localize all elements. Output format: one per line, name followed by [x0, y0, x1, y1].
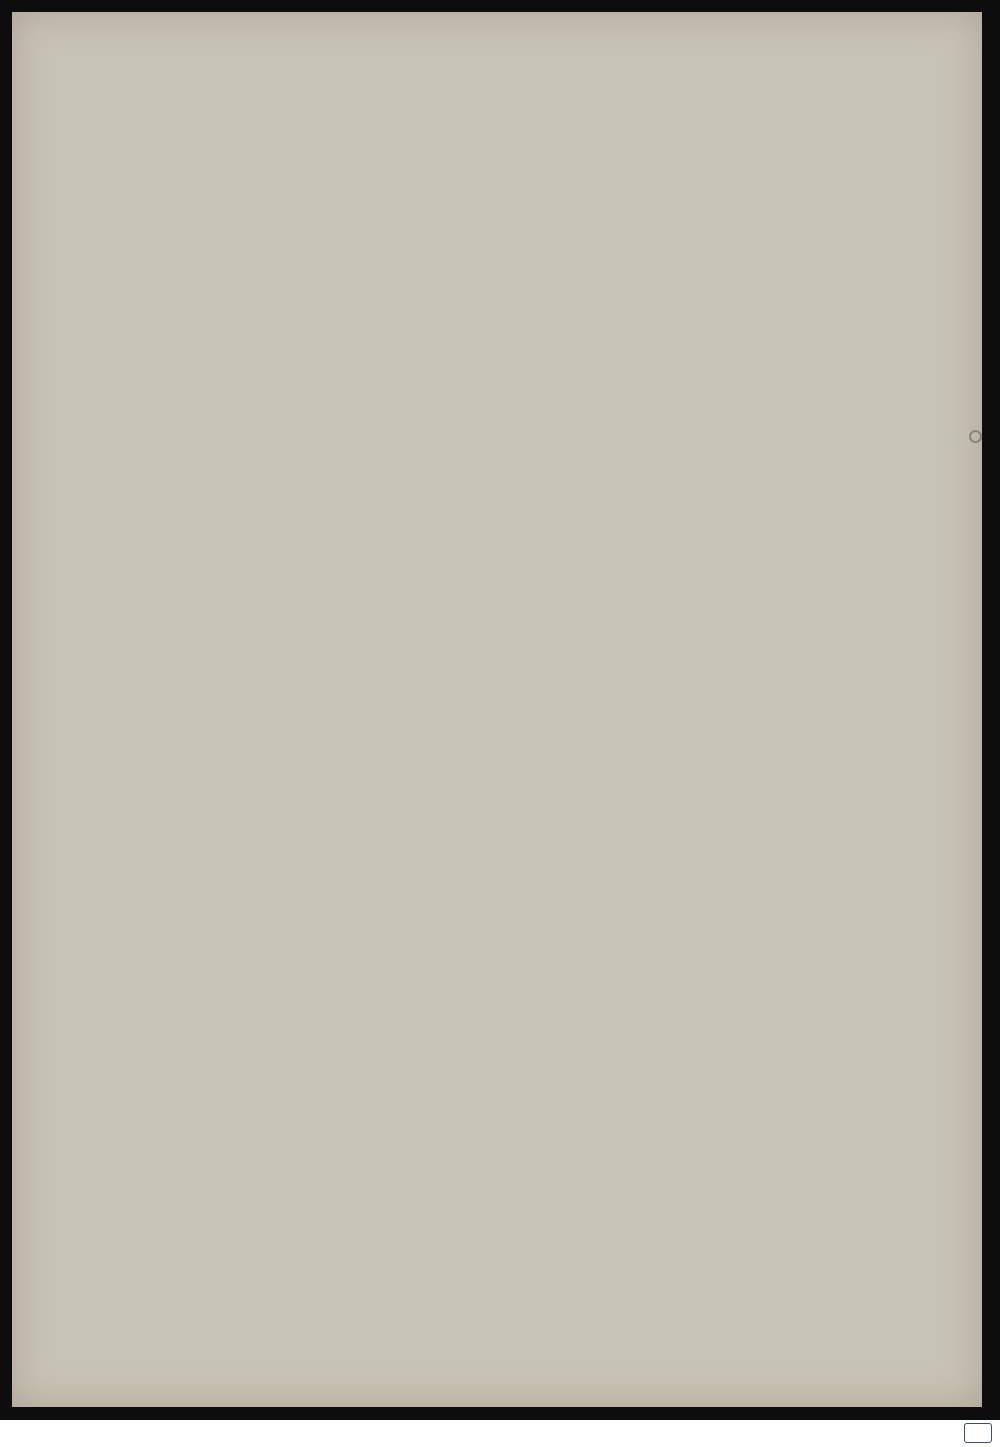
footer: [0, 1420, 1000, 1447]
margin-mark: [969, 430, 982, 443]
book-page: [12, 12, 982, 1407]
dfg-logo: [964, 1423, 992, 1443]
